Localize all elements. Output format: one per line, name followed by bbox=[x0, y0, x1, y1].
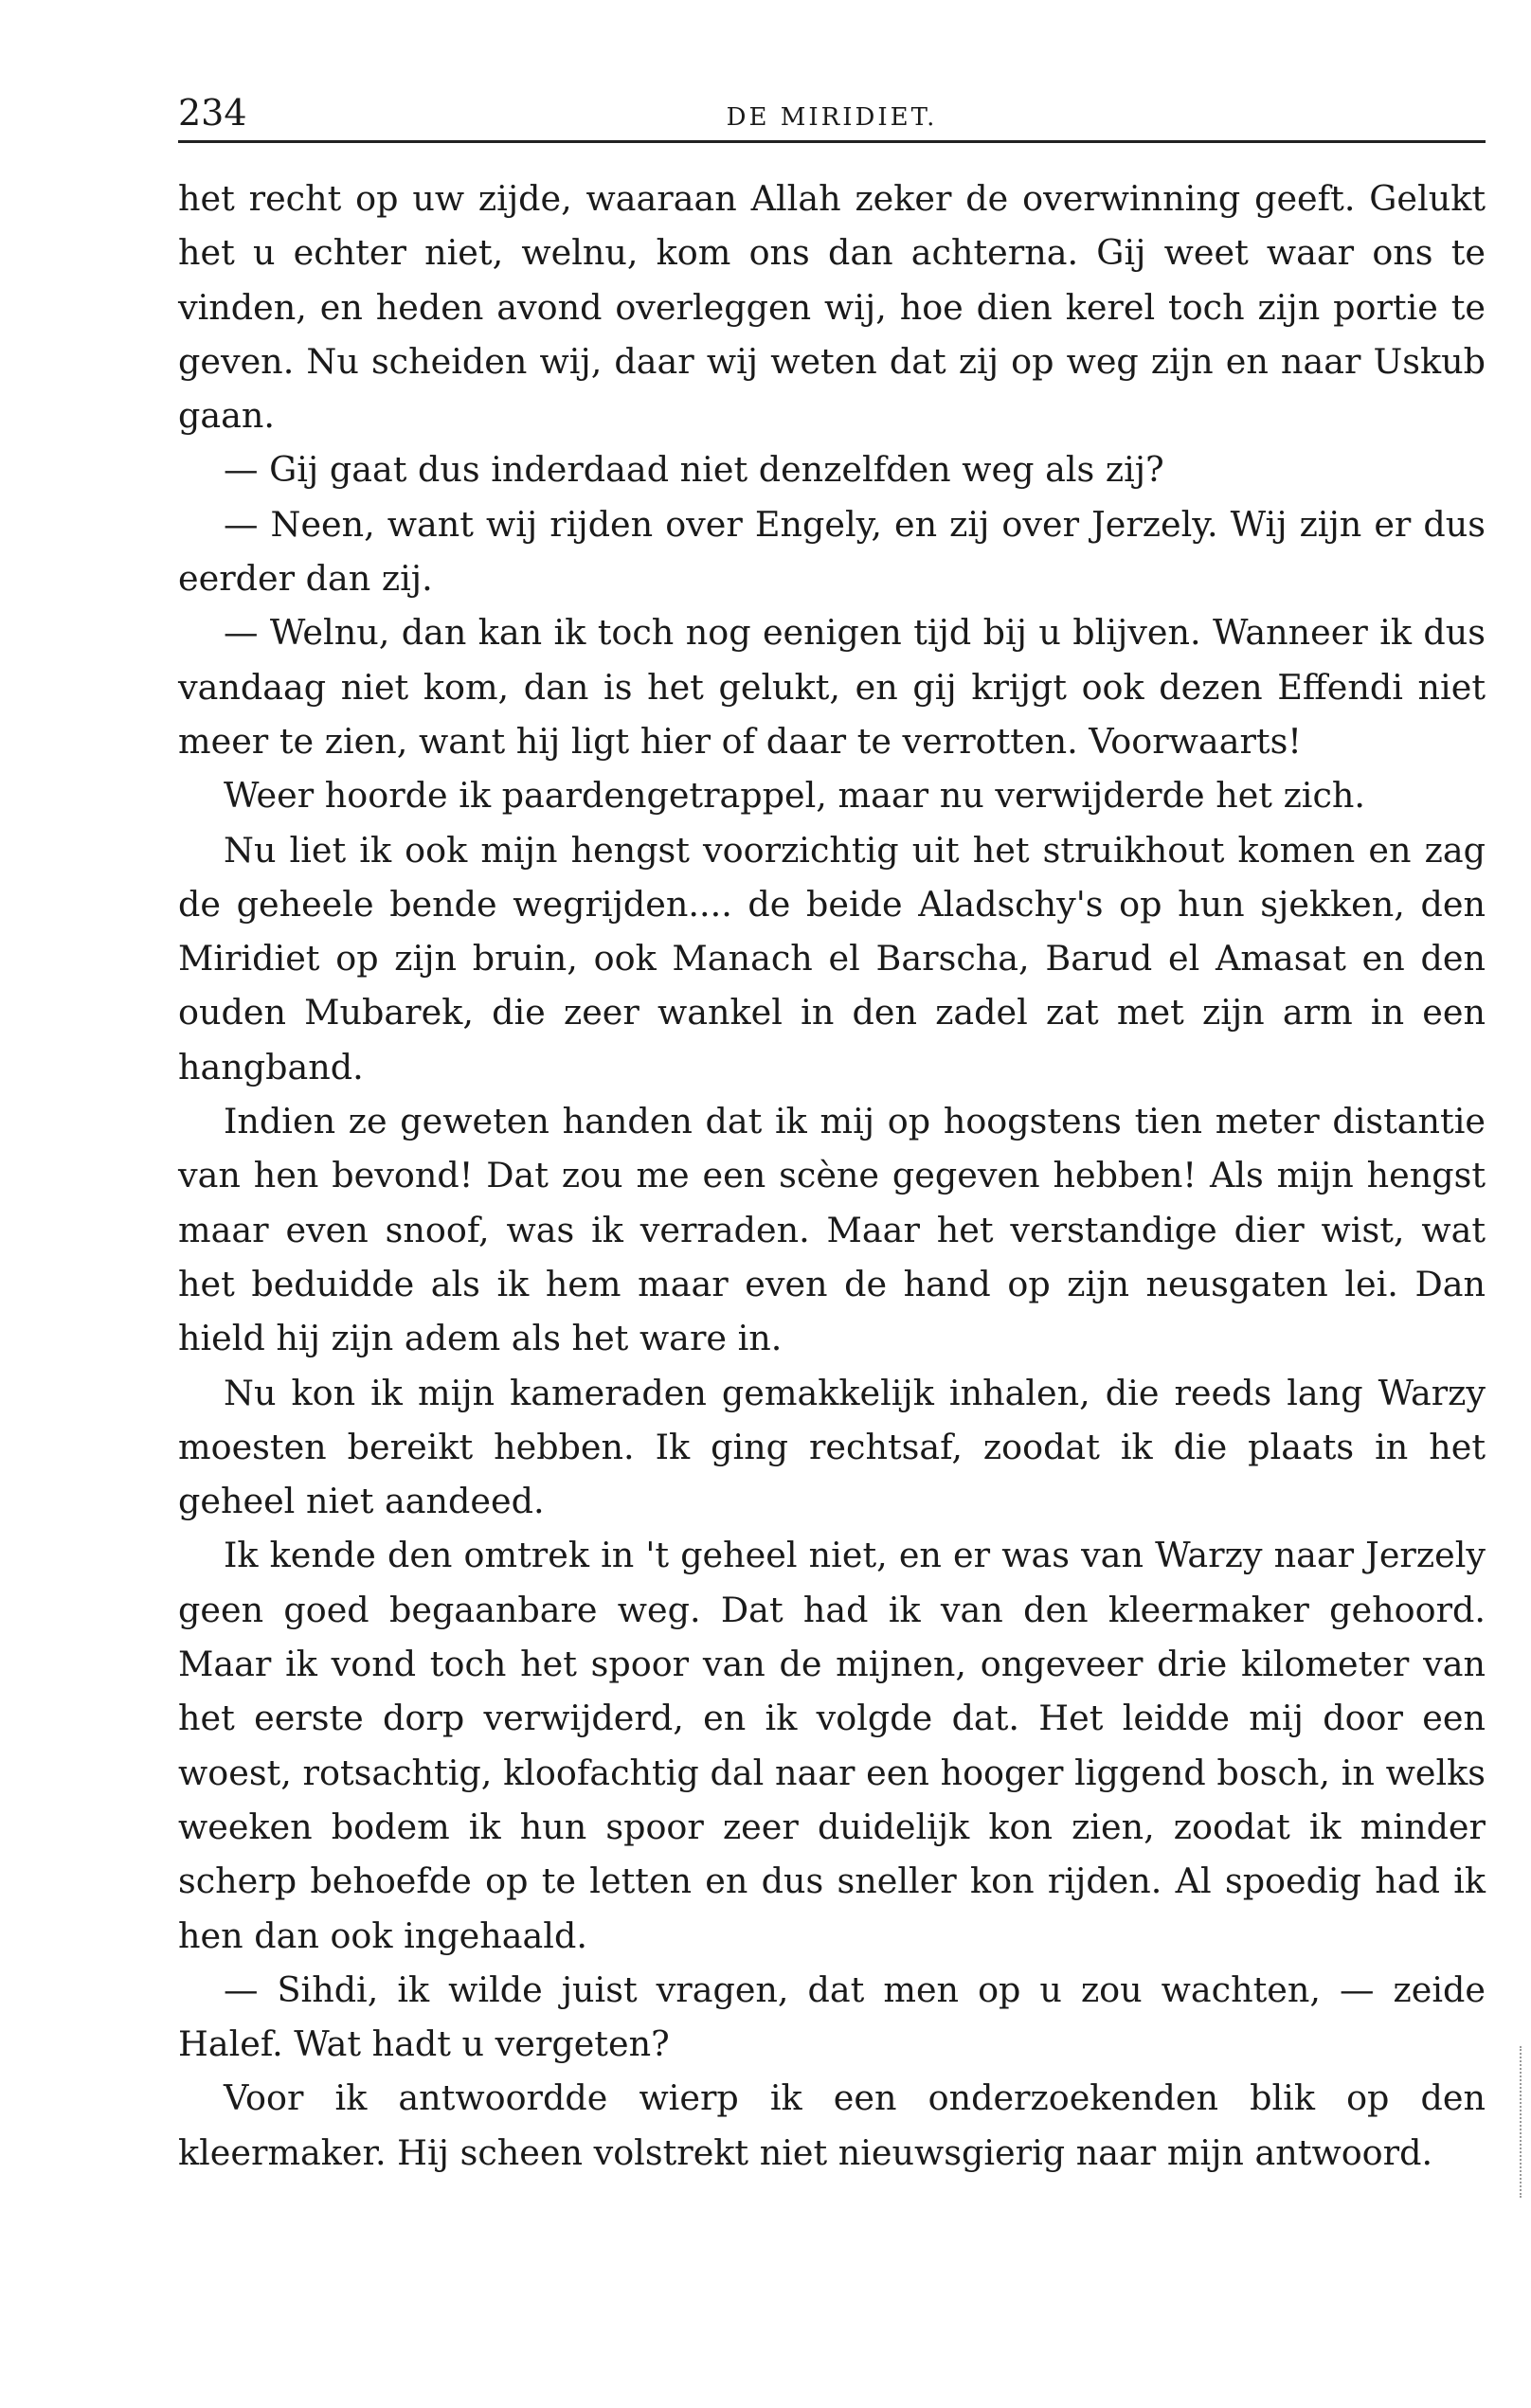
book-page bbox=[178, 91, 1486, 2180]
body-text bbox=[178, 171, 1486, 2180]
paragraph: Voor ik antwoordde wierp ik een onderzoekenden blik op den kleermaker. Hij scheen volstrekt niet nieuwsgierig naar mijn antwoord. bbox=[178, 2077, 1486, 2173]
paragraph: Indien ze geweten handen dat ik mij op hoogstens tien meter distantie van hen bevond! Dat zou me een scène gegeven hebben! Als mijn hengst maar even snoof, was ik verraden. Maar het verstandige dier wist, wat het beduidde als ik hem maar even de hand op zijn neusgaten lei. Dan hield hij zijn adem als het ware in. bbox=[178, 1101, 1486, 1359]
page-number: 234 bbox=[178, 92, 247, 134]
page-header bbox=[178, 91, 1486, 143]
paragraph: Weer hoorde ik paardengetrappel, maar nu verwijderde het zich. bbox=[224, 775, 1366, 817]
running-title: DE MIRIDIET. bbox=[726, 103, 938, 132]
paragraph: Ik kende den omtrek in 't geheel niet, en er was van Warzy naar Jerzely geen goed begaanbare weg. Dat had ik van den kleermaker gehoord. Maar ik vond toch het spoor van de mijnen, ongeveer drie kilometer van het eerste dorp verwijderd, en ik volgde dat. Het leidde mij door een woest, rotsachtig, kloofachtig dal naar een hooger liggend bosch, in welks weeken bodem ik hun spoor zeer duidelijk kon zien, zoodat ik minder scherp behoefde op te letten en dus sneller kon rijden. Al spoedig had ik hen dan ook ingehaald. bbox=[178, 1535, 1486, 1956]
paragraph: Nu kon ik mijn kameraden gemakkelijk inhalen, die reeds lang Warzy moesten bereikt hebben. Ik ging rechtsaf, zoodat ik die plaats in het geheel niet aandeed. bbox=[178, 1372, 1486, 1522]
paragraph: — Sihdi, ik wilde juist vragen, dat men op u zou wachten, — zeide Halef. Wat hadt u vergeten? bbox=[178, 1968, 1486, 2065]
paragraph: — Welnu, dan kan ik toch nog eenigen tijd bij u blijven. Wanneer ik dus vandaag niet kom, dan is het gelukt, en gij krijgt ook dezen Effendi niet meer te zien, want hij ligt hier of daar te verrotten. Voorwaarts! bbox=[178, 612, 1486, 762]
paragraph: — Gij gaat dus inderdaad niet denzelfden weg als zij? bbox=[224, 449, 1164, 491]
paragraph: Nu liet ik ook mijn hengst voorzichtig uit het struikhout komen en zag de geheele bende wegrijden.... de beide Aladschy's op hun sjekken, den Miridiet op zijn bruin, ook Manach el Barscha, Barud el Amasat en den ouden Mubarek, die zeer wankel in den zadel zat met zijn arm in een hangband. bbox=[178, 829, 1486, 1087]
margin-scan-mark bbox=[1516, 2046, 1522, 2198]
paragraph: het recht op uw zijde, waaraan Allah zeker de overwinning geeft. Gelukt het u echter niet, welnu, kom ons dan achterna. Gij weet waar ons te vinden, en heden avond overleggen wij, hoe dien kerel toch zijn portie te geven. Nu scheiden wij, daar wij weten dat zij op weg zijn en naar Uskub gaan. bbox=[178, 178, 1486, 437]
paragraph: — Neen, want wij rijden over Engely, en zij over Jerzely. Wij zijn er dus eerder dan zij. bbox=[178, 503, 1486, 600]
